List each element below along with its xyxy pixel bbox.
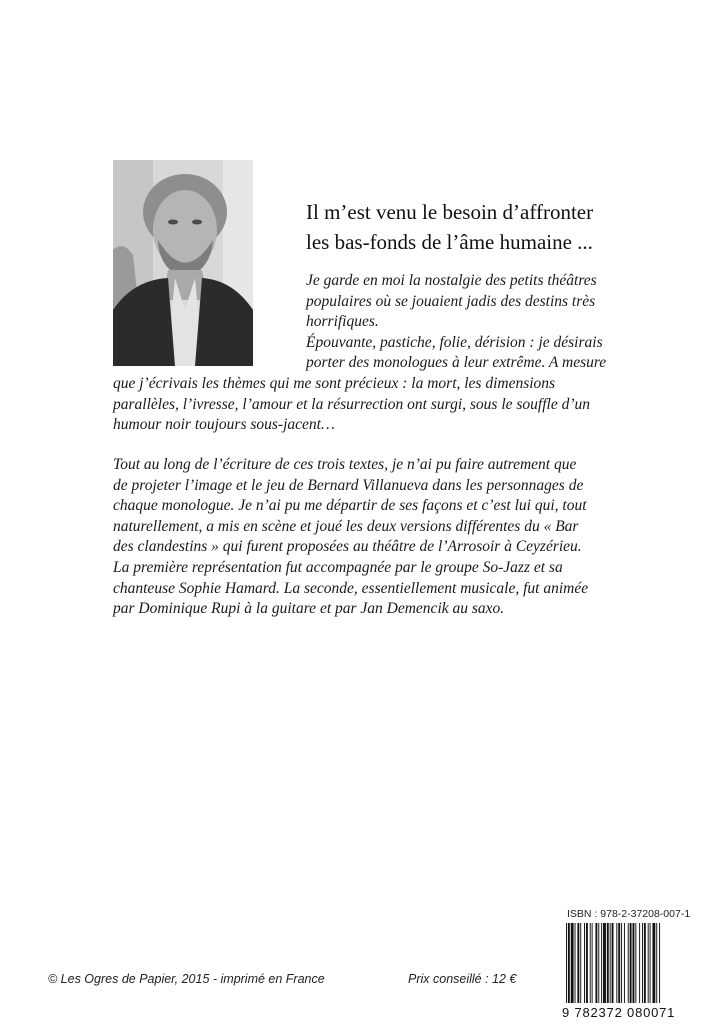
intro-line: populaires où se jouaient jadis des destins très xyxy=(306,292,596,310)
body-paragraph xyxy=(113,455,617,620)
body-line: chaque monologue. Je n’ai pu me départir de ses façons et c’est lui qui, tout xyxy=(113,497,587,515)
headline-line-1: Il m’est venu le besoin d’affronter xyxy=(306,200,594,224)
publisher-copyright: © Les Ogres de Papier, 2015 - imprimé en France xyxy=(48,972,325,986)
isbn-label: ISBN : 978-2-37208-007-1 xyxy=(567,908,691,920)
intro-line: parallèles, l’ivresse, l’amour et la résurrection ont surgi, sous le souffle d’un xyxy=(113,395,591,413)
barcode xyxy=(560,921,700,1023)
intro-line: Je garde en moi la nostalgie des petits théâtres xyxy=(306,272,597,289)
body-line: par Dominique Rupi à la guitare et par Jan Demencik au saxo. xyxy=(113,600,505,618)
body-line: La première représentation fut accompagnée par le groupe So-Jazz et sa xyxy=(113,558,563,576)
intro-line: que j’écrivais les thèmes qui me sont précieux : la mort, les dimensions xyxy=(113,375,556,392)
intro-line: Épouvante, pastiche, folie, dérision : je désirais xyxy=(306,333,603,351)
author-portrait-image xyxy=(113,160,253,366)
body-line: Tout au long de l’écriture de ces trois textes, je n’ai pu faire autrement que xyxy=(113,456,577,473)
author-photo xyxy=(113,160,253,366)
price-label: Prix conseillé : 12 € xyxy=(408,972,517,986)
intro-line: porter des monologues à leur extrême. A mesure xyxy=(306,354,607,372)
body-line: naturellement, a mis en scène et joué les deux versions différentes du « Bar xyxy=(113,517,579,535)
body-line: des clandestins » qui furent proposées au théâtre de l’Arrosoir à Ceyzérieu. xyxy=(113,538,582,556)
body-line: de projeter l’image et le jeu de Bernard Villanueva dans les personnages de xyxy=(113,476,584,494)
barcode-digits: 9 782372 080071 xyxy=(562,1005,676,1020)
intro-paragraph-bottom xyxy=(113,374,617,436)
intro-line: humour noir toujours sous-jacent… xyxy=(113,416,335,434)
body-line: chanteuse Sophie Hamard. La seconde, essentiellement musicale, fut animée xyxy=(113,579,589,597)
barcode-bars xyxy=(560,921,700,1005)
intro-paragraph-top xyxy=(306,271,617,374)
headline-line-2: les bas-fonds de l’âme humaine ... xyxy=(306,230,593,254)
headline xyxy=(306,197,686,257)
intro-line: horrifiques. xyxy=(306,313,379,331)
